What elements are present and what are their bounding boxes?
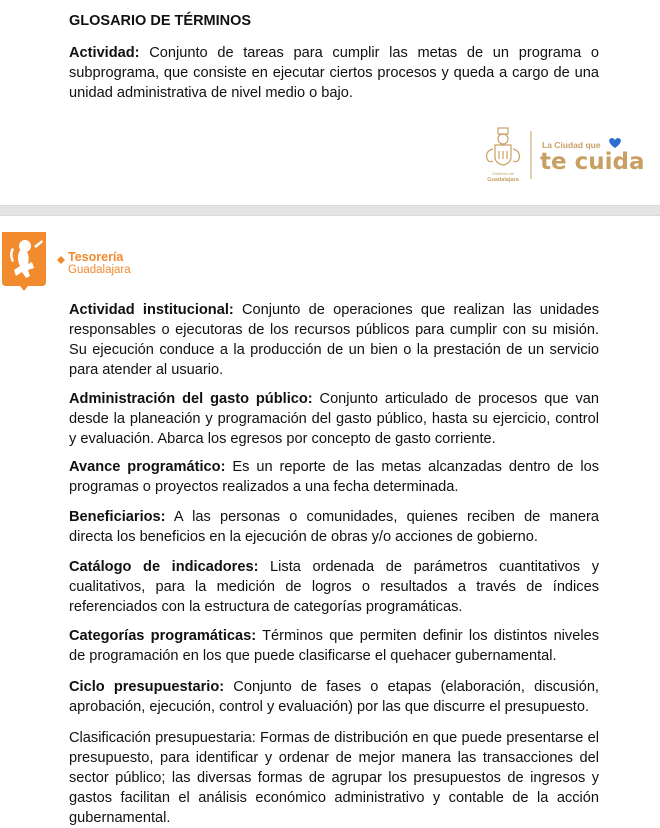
gobierno-de-text: Gobierno de [491,171,515,176]
glossary-definition: A las personas o comunidades, quienes reciben de manera directa los beneficios en la ejecución de obras y/o acciones de gobierno. [69,509,599,545]
tesoreria-title: Tesorería [68,250,124,264]
glossary-term: Ciclo presupuestario: [69,679,225,695]
heart-icon [609,138,621,148]
glossary-definition: Conjunto de fases o etapas (elaboración, discusión, aprobación, ejecución, control y evaluación) por las que discurre el presupuesto. [69,679,599,715]
glossary-term: Catálogo de indicadores: [69,559,259,575]
tagline-text: La Ciudad que [542,140,601,150]
page-1 [0,0,660,205]
glossary-term: Actividad: [69,45,140,61]
page-separator [0,205,660,216]
glossary-entry [69,677,599,717]
glossary-entry [69,43,599,103]
glossary-entry [69,626,599,666]
glossary-entry [69,557,599,617]
coat-of-arms-icon [487,128,520,165]
glossary-definition: Conjunto de operaciones que realizan las unidades responsables o ejecutoras de los recursos públicos para cumplir con su misión. Su ejecución conduce a la producción de un bien o la prestación de un servicio para atender al usuario. [69,302,599,378]
glossary-definition: Conjunto de tareas para cumplir las metas de un programa o subprograma, que consiste en ejecutar ciertos procesos y queda a cargo de una unidad administrativa de nivel medio o bajo. [69,45,599,101]
guadalajara-text: Guadalajara [487,177,519,183]
page-title: GLOSARIO DE TÉRMINOS [69,13,252,29]
glossary-definition: Términos que permiten definir los distintos niveles de programación en los que puede clasificarse el quehacer gubernamental. [69,628,599,664]
glossary-entry [69,507,599,547]
diamond-icon [57,256,65,264]
guadalajara-logo [480,125,660,185]
glossary-entry [69,728,599,828]
glossary-definition: Conjunto articulado de procesos que van desde la planeación y programación del gasto público, hasta su ejercicio, control y evaluación. Abarca los egresos por concepto de gasto corriente. [69,391,599,447]
glossary-entry [69,457,599,497]
slogan-text: te cuida [540,149,645,175]
glossary-term: Actividad institucional: [69,302,234,318]
glossary-entry [69,389,599,449]
glossary-entry [69,300,599,380]
glossary-term: Avance programático: [69,459,226,475]
glossary-definition: Es un reporte de las metas alcanzadas dentro de los programas o proyectos realizados a una fecha determinada. [69,459,599,495]
glossary-term: Administración del gasto público: [69,391,313,407]
glossary-term: Beneficiarios: [69,509,166,525]
glossary-definition: Lista ordenada de parámetros cuantitativos y cualitativos, para la medición de logros o resultados a través de índices referenciados con la estructura de categorías programáticas. [69,559,599,615]
glossary-term: Categorías programáticas: [69,628,257,644]
glossary-definition: Clasificación presupuestaria: Formas de distribución en que puede presentarse el presupuesto, para identificar y ordenar de mejor manera las transacciones del sector público; las diversas formas de agrupar los presupuestos de ingresos y gastos facilitan el análisis económico administrativo y contable de la acción gubernamental. [69,730,599,826]
tesoreria-subtitle: Guadalajara [68,264,131,276]
